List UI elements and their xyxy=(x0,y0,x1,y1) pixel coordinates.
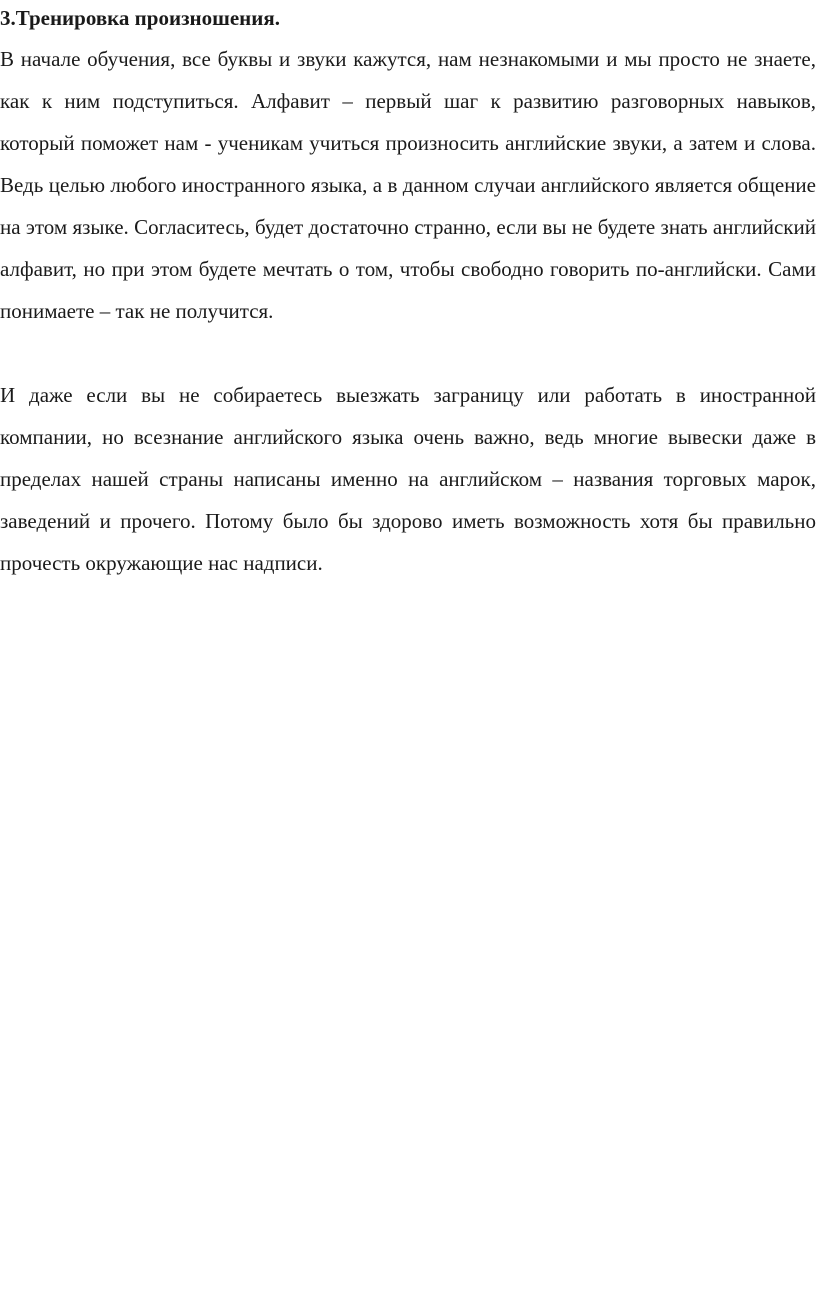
paragraph-1: В начале обучения, все буквы и звуки кажутся, нам незнакомыми и мы просто не знаете, как к ним подступиться. Алфавит – первый шаг к развитию разговорных навыков, который поможет нам - ученикам учиться произносить английские звуки, а затем и слова. Ведь целью любого иностранного языка, а в данном случаи английского является общение на этом языке. Согласитесь, будет достаточно странно, если вы не будете знать английский алфавит, но при этом будете мечтать о том, чтобы свободно говорить по-английски. Сами понимаете – так не получится. xyxy=(0,47,816,323)
section-heading: 3.Тренировка произношения. xyxy=(0,6,280,30)
paragraph-2: И даже если вы не собираетесь выезжать заграницу или работать в иностранной компании, но всезнание английского языка очень важно, ведь многие вывески даже в пределах нашей страны написаны именно на английском – названия торговых марок, заведений и прочего. Потому было бы здорово иметь возможность хотя бы правильно прочесть окружающие нас надписи. xyxy=(0,383,816,575)
